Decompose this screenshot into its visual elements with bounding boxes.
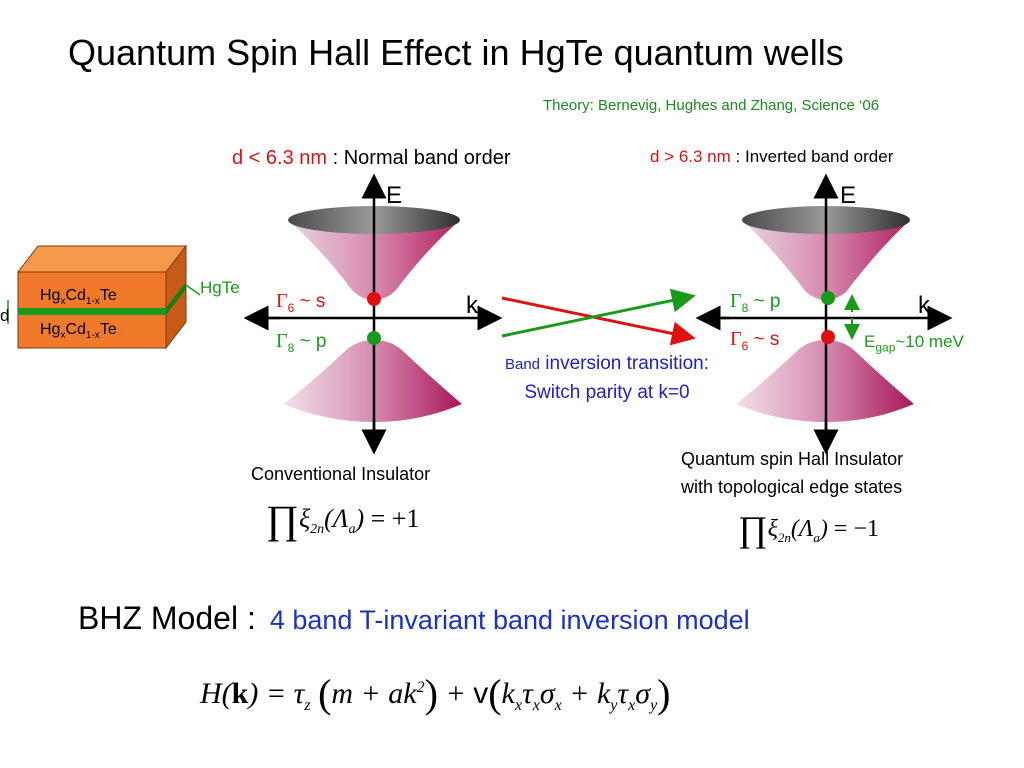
top-layer-text: $Hg_xCd_{1-x}Te$ xyxy=(40,287,117,308)
right-red-dot xyxy=(821,330,835,344)
right-k-label: k xyxy=(918,292,930,319)
bhz-heading: BHZ Model : 4 band T-invariant band inversion model xyxy=(78,600,750,636)
bhz-subtitle: 4 band T-invariant band inversion model xyxy=(269,605,750,635)
left-energy-label: E xyxy=(386,182,403,209)
right-upper-level: $\Gamma_8$ ~ p xyxy=(730,290,781,315)
left-green-dot xyxy=(367,331,381,345)
top-layer-label xyxy=(40,287,117,307)
left-condition: d < 6.3 nm : Normal band order xyxy=(232,147,511,169)
page-title: Quantum Spin Hall Effect in HgTe quantum wells xyxy=(68,32,844,73)
left-red-dot xyxy=(367,292,381,306)
theory-reference: Theory: Bernevig, Hughes and Zhang, Science ‘06 xyxy=(543,97,880,114)
right-caption: Quantum spin Hall Insulator with topological edge states xyxy=(681,449,904,497)
left-invariant: $\prod\xi_{2n}(\Lambda_a) = +1$ xyxy=(266,497,420,542)
bottom-layer-label xyxy=(40,321,117,341)
bottom-layer-text: $Hg_xCd_{1-x}Te$ xyxy=(40,321,117,342)
hgte-label: HgTe xyxy=(200,278,240,297)
left-caption: Conventional Insulator xyxy=(251,464,431,484)
right-energy-label: E xyxy=(840,182,857,209)
right-invariant: $\prod\xi_{2n}(\Lambda_a) = -1$ xyxy=(738,509,879,549)
bhz-hamiltonian: $H(k) = \tau_z$ $(m + ak^2) + v(k_x\tau_x\sigma_x + k_y\tau_x\sigma_y)$ xyxy=(200,671,671,716)
left-k-label: k xyxy=(466,292,478,319)
transition-caption: Band inversion transition: Switch parity at k=0 xyxy=(504,353,709,403)
left-lower-level: $\Gamma_8$ ~ p xyxy=(276,330,327,355)
left-upper-level: $\Gamma_6$ ~ s xyxy=(276,290,326,315)
right-lower-level: $\Gamma_6$ ~ s xyxy=(730,328,780,353)
gap-label: $E_{gap}\sim 10$ meV xyxy=(864,332,964,355)
thickness-label: d xyxy=(0,306,10,325)
right-condition: d > 6.3 nm : Inverted band order xyxy=(650,147,894,166)
right-green-dot xyxy=(821,291,835,305)
